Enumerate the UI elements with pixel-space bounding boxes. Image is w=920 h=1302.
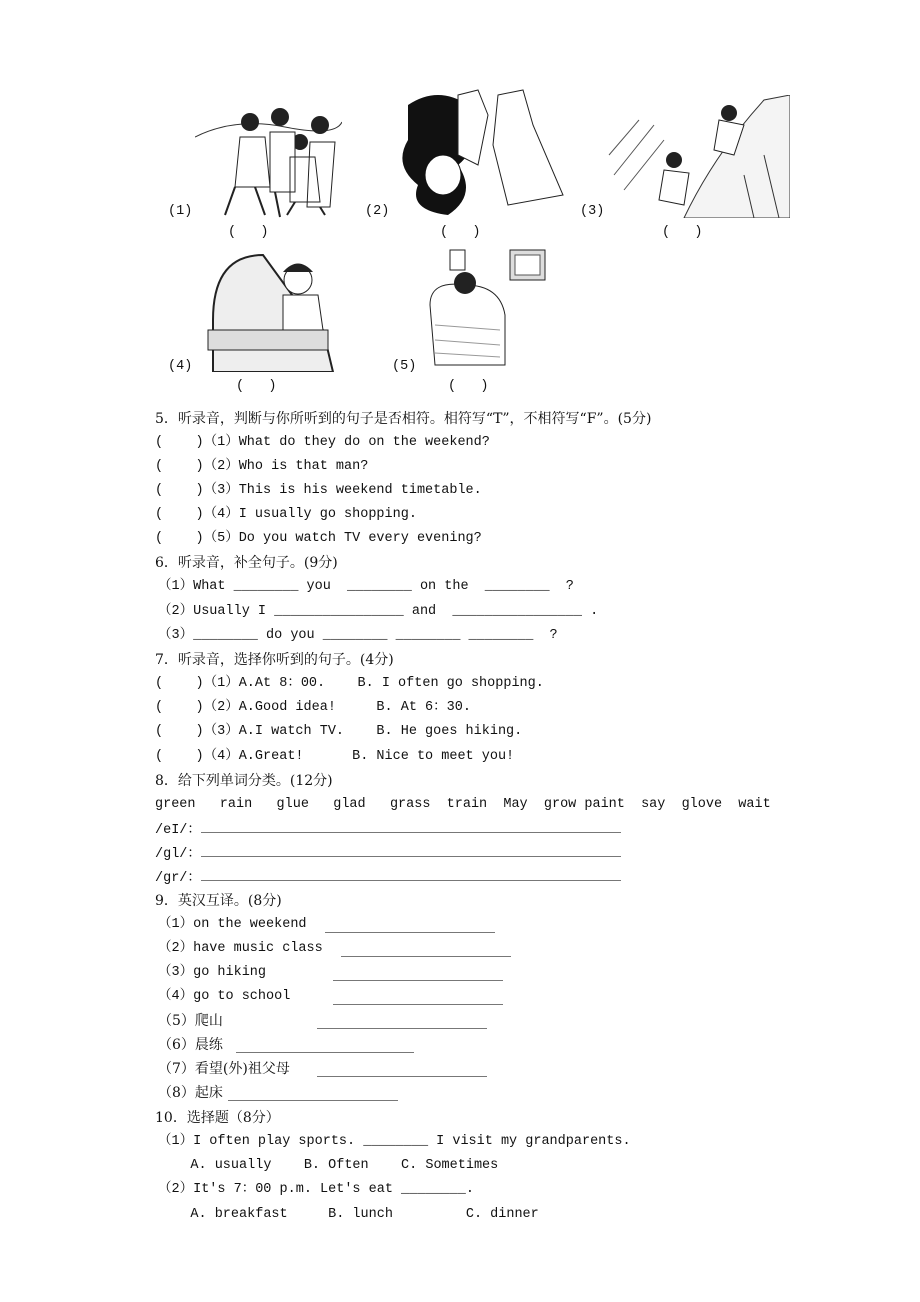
q8-title: 8．给下列单词分类。(12分) bbox=[155, 773, 333, 789]
answer-bracket-5[interactable]: ( ) bbox=[448, 379, 489, 394]
picture-label-3: (3) bbox=[580, 204, 605, 219]
picture-label-4: (4) bbox=[168, 359, 193, 374]
answer-bracket-2[interactable]: ( ) bbox=[440, 225, 481, 240]
q6-item[interactable]: （2）Usually I ________________ and ________________ . bbox=[158, 604, 599, 619]
kids-climbing-mountain-picture bbox=[604, 95, 790, 218]
q5-item: ( )（1）What do they do on the weekend? bbox=[155, 435, 490, 450]
answer-line[interactable] bbox=[228, 1088, 398, 1101]
q6-title: 6．听录音，补全句子。(9分) bbox=[155, 555, 338, 571]
picture-label-5: (5) bbox=[392, 359, 417, 374]
answer-line[interactable] bbox=[201, 868, 621, 881]
q7-item: ( )（3）A.I watch TV. B. He goes hiking. bbox=[155, 724, 523, 739]
boy-with-piano-picture bbox=[203, 250, 340, 372]
answer-line[interactable] bbox=[201, 844, 621, 857]
q8-category-gl bbox=[155, 844, 621, 864]
girl-with-clothes-picture bbox=[388, 85, 572, 218]
q10-question-1: （1）I often play sports. ________ I visit my grandparents. bbox=[158, 1134, 631, 1149]
picture-label-1: (1) bbox=[168, 204, 193, 219]
q5-item: ( )（4）I usually go shopping. bbox=[155, 507, 417, 522]
picture-label-2: (2) bbox=[365, 204, 390, 219]
category-label: /eI/： bbox=[155, 823, 201, 838]
q6-item[interactable]: （1）What ________ you ________ on the ________ ? bbox=[158, 579, 574, 594]
answer-line[interactable] bbox=[236, 1040, 414, 1053]
q7-item: ( )（4）A.Great! B. Nice to meet you! bbox=[155, 749, 515, 764]
boy-watching-tv-picture bbox=[425, 245, 550, 372]
q7-title: 7．听录音，选择你听到的句子。(4分) bbox=[155, 652, 394, 668]
answer-bracket-3[interactable]: ( ) bbox=[662, 225, 703, 240]
q5-item: ( )（3）This is his weekend timetable. bbox=[155, 483, 482, 498]
answer-line[interactable] bbox=[333, 992, 503, 1005]
q8-category-ei bbox=[155, 820, 621, 840]
q8-category-gr bbox=[155, 868, 621, 888]
q7-item: ( )（1）A.At 8：00. B. I often go shopping. bbox=[155, 676, 544, 691]
answer-line[interactable] bbox=[333, 968, 503, 981]
answer-line[interactable] bbox=[325, 920, 495, 933]
q10-question-2: （2）It's 7：00 p.m. Let's eat ________. bbox=[158, 1182, 474, 1197]
q9-item: （3）go hiking bbox=[158, 965, 267, 980]
category-label: /gr/： bbox=[155, 871, 201, 886]
q9-item: （4）go to school bbox=[158, 989, 291, 1004]
q5-item: ( )（2）Who is that man? bbox=[155, 459, 369, 474]
q9-item: （5）爬山 bbox=[158, 1013, 223, 1029]
q9-item: （1）on the weekend bbox=[158, 917, 307, 932]
answer-bracket-4[interactable]: ( ) bbox=[236, 379, 277, 394]
answer-line[interactable] bbox=[201, 820, 621, 833]
q10-options-2[interactable]: A. breakfast B. lunch C. dinner bbox=[158, 1207, 539, 1222]
answer-line[interactable] bbox=[317, 1064, 487, 1077]
q9-item: （6）晨练 bbox=[158, 1037, 223, 1053]
q5-title: 5．听录音，判断与你所听到的句子是否相符。相符写“T”，不相符写“F”。(5分) bbox=[155, 411, 652, 427]
q9-item: （2）have music class bbox=[158, 941, 323, 956]
q9-item: （8）起床 bbox=[158, 1085, 223, 1101]
q9-title: 9．英汉互译。(8分) bbox=[155, 893, 282, 909]
family-walking-picture bbox=[195, 97, 342, 218]
category-label: /gl/： bbox=[155, 847, 201, 862]
q7-item: ( )（2）A.Good idea! B. At 6：30. bbox=[155, 700, 471, 715]
answer-line[interactable] bbox=[341, 944, 511, 957]
q9-item: （7）看望(外)祖父母 bbox=[158, 1061, 290, 1077]
q10-title: 10．选择题（8分） bbox=[155, 1110, 280, 1126]
q6-item[interactable]: （3）________ do you ________ ________ ________ ? bbox=[158, 628, 558, 643]
q5-item: ( )（5）Do you watch TV every evening? bbox=[155, 531, 482, 546]
answer-line[interactable] bbox=[317, 1016, 487, 1029]
q8-word-list: green rain glue glad grass train May grow paint say glove wait bbox=[155, 797, 771, 812]
answer-bracket-1[interactable]: ( ) bbox=[228, 225, 269, 240]
q10-options-1[interactable]: A. usually B. Often C. Sometimes bbox=[158, 1158, 499, 1173]
